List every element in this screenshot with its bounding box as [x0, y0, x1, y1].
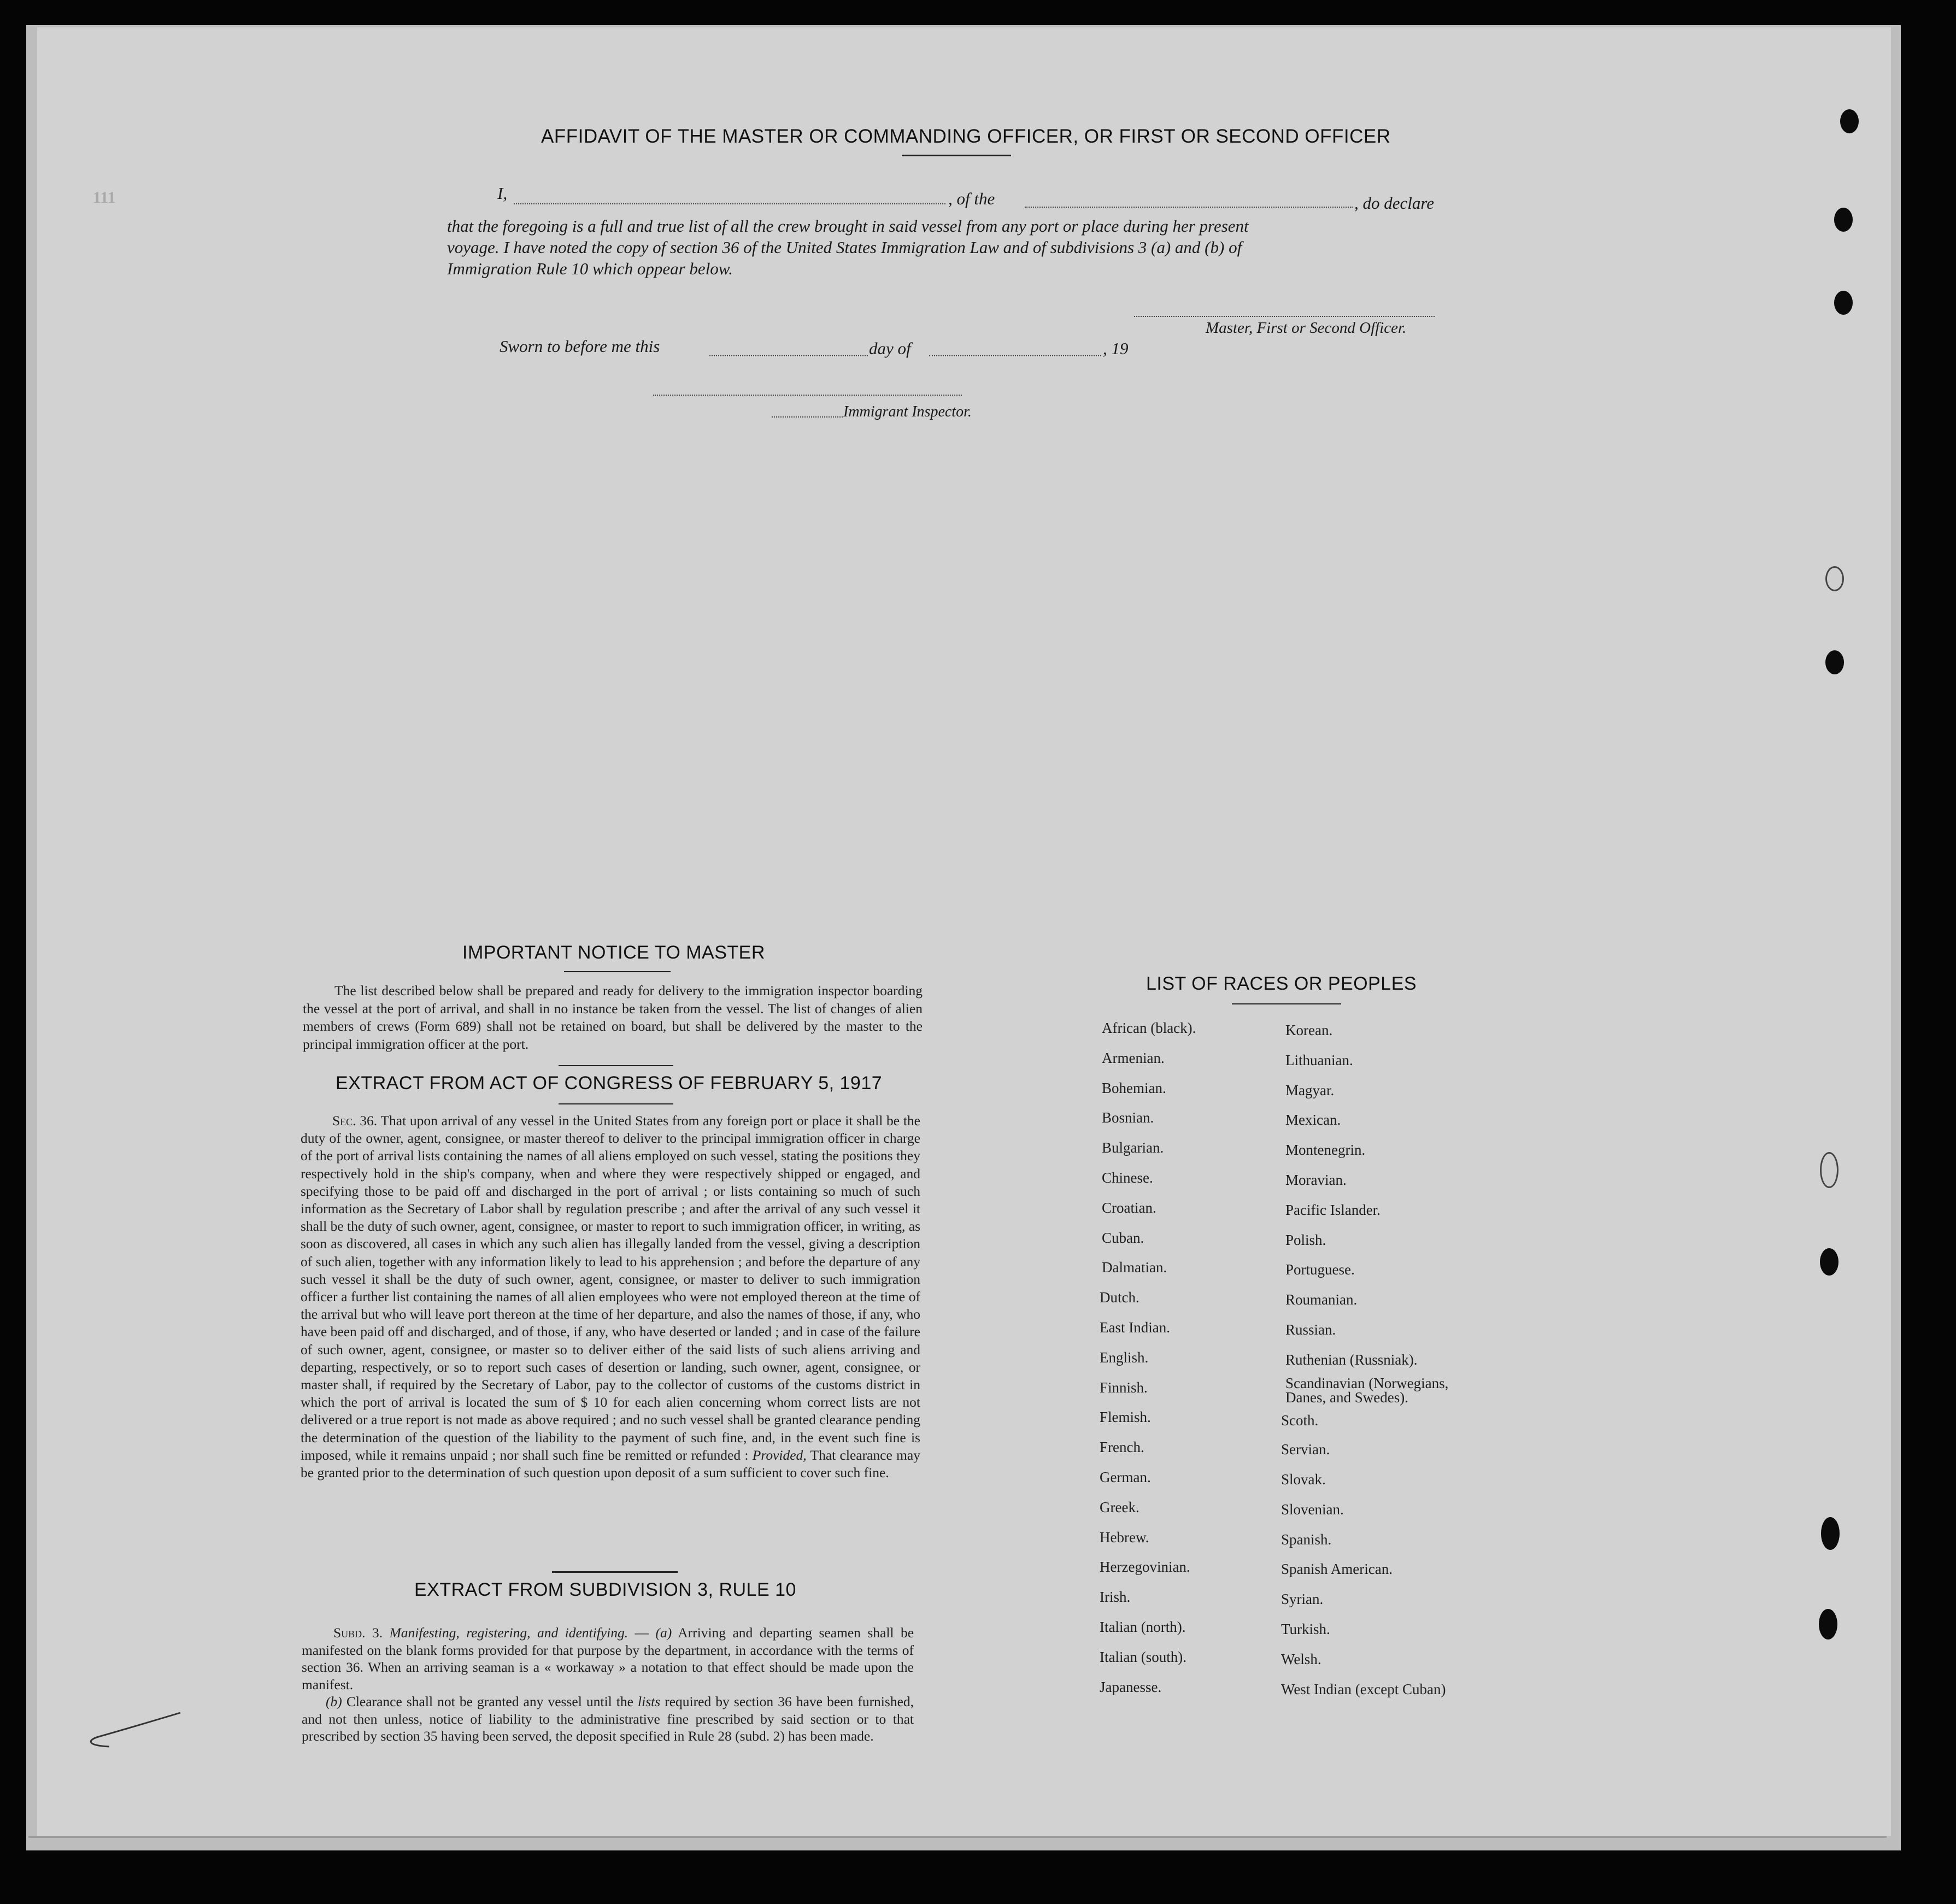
inspector-signature-blank	[653, 395, 962, 396]
race-item: Slovak.	[1281, 1471, 1326, 1488]
binder-hole	[1834, 208, 1853, 232]
page-number-faint: 111	[93, 189, 116, 207]
race-item: West Indian (except Cuban)	[1281, 1680, 1446, 1697]
binder-hole	[1825, 566, 1844, 591]
affidavit-title: AFFIDAVIT OF THE MASTER OR COMMANDING OFFICER, OR FIRST OR SECOND OFFICER	[541, 126, 1391, 147]
binder-hole	[1840, 109, 1859, 133]
act-text	[301, 1112, 920, 1482]
rule-a-text: Arriving and departing seamen shall be manifested on the blank forms provided for that purpose by the department, in accordance with the terms of section 36. When an arriving seaman is a « workaway » a notation to that effect should be made upon the manifest.	[302, 1625, 914, 1693]
race-item: Bulgarian.	[1102, 1139, 1164, 1156]
signature-blank	[1134, 316, 1435, 317]
race-item: African (black).	[1102, 1020, 1196, 1036]
act-provided: Provided,	[752, 1447, 807, 1463]
race-item: Hebrew.	[1100, 1529, 1149, 1545]
day-blank	[709, 355, 868, 356]
race-item: Mexican.	[1285, 1112, 1341, 1129]
race-item: Spanish American.	[1281, 1561, 1393, 1578]
rule-b-text1: Clearance shall not be granted any vessel until the	[346, 1694, 633, 1709]
race-item: Montenegrin.	[1285, 1142, 1366, 1159]
year-text: , 19	[1103, 339, 1129, 358]
race-item: Syrian.	[1281, 1591, 1324, 1608]
race-item: Dalmatian.	[1102, 1259, 1167, 1276]
affidavit-body-line: Immigration Rule 10 which oppear below.	[447, 259, 733, 278]
race-item: Korean.	[1285, 1022, 1333, 1038]
race-item: Scoth.	[1281, 1412, 1319, 1429]
binder-hole	[1821, 1517, 1840, 1550]
signature-label: Master, First or Second Officer.	[1206, 319, 1407, 337]
notice-text	[303, 982, 923, 1053]
affidavit-declare: , do declare	[1354, 193, 1435, 213]
act-rule	[559, 1103, 673, 1104]
rule-divider	[552, 1571, 678, 1573]
race-item: Bosnian.	[1102, 1109, 1154, 1126]
subd-label: Subd. 3.	[333, 1625, 383, 1641]
rule-text: Subd. 3. Manifesting, registering, and identifying. — (a) Arriving and departing seamen shall be manifested on the blank forms provided for that purpose by the department, in accordance with the terms of section 36. When an arriving seaman is a « workaway » a notation to that effect should be made upon the manifest. (b) Clearance shall not be granted any vessel until the lists required by section 36 have been furnished, and not then unless, notice of liability to the administrative fine prescribed by said section or to that prescribed by section 35 having been served, the deposit specified in Rule 28 (subd. 2) has been made.	[302, 1625, 914, 1744]
sworn-text: Sworn to before me this	[500, 337, 660, 356]
vessel-blank	[1025, 207, 1353, 208]
act-body-end: That clearance may be granted prior to the determination of such question upon deposit of a sum sufficient to cover such fine.	[301, 1447, 920, 1481]
binder-hole	[1820, 1152, 1838, 1188]
race-item: Italian (north).	[1100, 1619, 1186, 1635]
race-item: Bohemian.	[1102, 1079, 1166, 1096]
binder-hole	[1820, 1248, 1838, 1276]
binder-hole	[1819, 1609, 1837, 1639]
handwritten-mark	[77, 1709, 186, 1753]
binder-hole	[1834, 291, 1853, 315]
race-item: Herzegovinian.	[1100, 1559, 1190, 1576]
page-edge	[28, 1836, 1887, 1838]
races-rule	[1232, 1003, 1341, 1004]
race-item: Croatian.	[1102, 1199, 1156, 1216]
document-page	[37, 27, 1891, 1836]
b-label: (b)	[326, 1694, 342, 1709]
race-item: Finnish.	[1100, 1379, 1148, 1396]
race-item: Welsh.	[1281, 1650, 1321, 1667]
affidavit-body-line: that the foregoing is a full and true list of all the crew brought in said vessel from any port or place during her present	[447, 216, 1249, 236]
race-item: Japanesse.	[1100, 1678, 1162, 1695]
rule-b-lists: lists	[638, 1694, 661, 1709]
race-item: Roumanian.	[1285, 1291, 1358, 1308]
race-item: Italian (south).	[1100, 1648, 1186, 1665]
title-rule	[902, 155, 1011, 156]
a-label: (a)	[655, 1625, 672, 1641]
affidavit-i: I,	[497, 184, 508, 203]
sec-label: Sec. 36.	[332, 1113, 378, 1129]
inspector-prefix-blank	[772, 416, 843, 418]
race-item: Turkish.	[1281, 1621, 1330, 1637]
binder-hole	[1825, 650, 1844, 674]
race-item: Spanish.	[1281, 1531, 1332, 1548]
race-item: Portuguese.	[1285, 1261, 1355, 1278]
race-item: East Indian.	[1100, 1319, 1170, 1336]
race-item: Russian.	[1285, 1321, 1336, 1338]
rule-b-text2: required by section 36 have been furnished, and not then unless, notice of liability to the administrative fine prescribed by said section or to that prescribed by section 35 having been served, the deposit specified in Rule 28 (subd. 2) has been made.	[302, 1694, 914, 1744]
race-item: Armenian.	[1102, 1049, 1165, 1066]
race-item: Scandinavian (Norwegians, Danes, and Swedes).	[1285, 1374, 1449, 1406]
race-item: Polish.	[1285, 1231, 1326, 1248]
inspector-label: Immigrant Inspector.	[843, 403, 972, 420]
name-blank	[514, 203, 945, 204]
act-title: EXTRACT FROM ACT OF CONGRESS OF FEBRUARY 5, 1917	[336, 1073, 883, 1094]
day-of-text: day of	[869, 339, 911, 358]
notice-paragraph: The list described below shall be prepared and ready for delivery to the immigration inspector boarding the vessel at the port of arrival, and shall in no instance be taken from the vessel. The list of changes of alien members of crews (Form 689) shall not be retained on board, but shall be delivered by the master to the principal immigration officer at the port.	[303, 983, 923, 1052]
race-item: Moravian.	[1285, 1172, 1347, 1188]
race-item: English.	[1100, 1349, 1149, 1366]
affidavit-of-the: , of the	[948, 189, 995, 208]
notice-rule	[564, 971, 671, 972]
act-body: That upon arrival of any vessel in the United States from any foreign port or place it shall be the duty of the owner, agent, consignee, or master thereof to deliver to the principal immigration officer in charge of the port of arrival lists containing the names of all aliens employed on such vessel, stating the positions they respectively hold in the ship's company, when and where they were respectively shipped or engaged, and specifying those to be paid off and discharged in the port of arrival ; or lists containing so much of such information as the Secretary of Labor shall by regulation prescribe ; and after the arrival of any such vessel it shall be the duty of such owner, agent, consignee, or master to report to such immigration officer, in writing, as soon as discovered, all cases in which any such alien has illegally landed from the vessel, giving a description of such alien, together with any information likely to lead to his apprehension ; and before the departure of any such vessel it shall be the duty of such owner, agent, consignee, or master to deliver to such immigration officer a further list containing the names of all alien employees who were not employed thereon at the time of the arrival but who will leave port thereon at the time of her departure, and also the names of those, if any, who have been paid off and discharged, and of those, if any, who have deserted or landed ; and in case of the failure of such owner, agent, consignee, or master so to deliver either of the said lists of such aliens arriving and departing, respectively, or so to report such cases of desertion or landing, such owner, agent, consignee, or master shall, if required by the Secretary of Labor, pay to the collector of customs of the customs district in which the port of arrival is located the sum of $ 10 for each alien concerning whom correct lists are not delivered or a true report is not made as above required ; and no such vessel shall be granted clearance pending the determination of the question of the liability to the payment of such fine, and, in the event such fine is imposed, while it remains unpaid ; nor shall such fine be remitted or refunded :	[301, 1113, 920, 1463]
race-item: Cuban.	[1102, 1229, 1144, 1246]
race-item: Lithuanian.	[1285, 1051, 1353, 1068]
race-item: Slovenian.	[1281, 1501, 1344, 1518]
race-item: Irish.	[1100, 1589, 1131, 1606]
month-blank	[929, 355, 1101, 356]
race-item: French.	[1100, 1439, 1144, 1456]
race-item: German.	[1100, 1469, 1151, 1485]
section-rule	[559, 1065, 673, 1066]
race-item: Greek.	[1100, 1498, 1139, 1515]
notice-title: IMPORTANT NOTICE TO MASTER	[462, 942, 765, 963]
races-title: LIST OF RACES OR PEOPLES	[1146, 973, 1417, 994]
race-item: Dutch.	[1100, 1289, 1139, 1306]
affidavit-body-line: voyage. I have noted the copy of section 36 of the United States Immigration Law and of subdivisions 3 (a) and (b) of	[447, 238, 1242, 257]
race-item: Magyar.	[1285, 1082, 1335, 1098]
subd-title: Manifesting, registering, and identifying.	[389, 1625, 628, 1641]
race-item: Chinese.	[1102, 1170, 1153, 1186]
rule-title: EXTRACT FROM SUBDIVISION 3, RULE 10	[414, 1579, 796, 1600]
race-item: Pacific Islander.	[1285, 1201, 1381, 1218]
race-item: Servian.	[1281, 1441, 1330, 1458]
race-item: Flemish.	[1100, 1409, 1151, 1426]
race-item: Ruthenian (Russniak).	[1285, 1351, 1418, 1368]
